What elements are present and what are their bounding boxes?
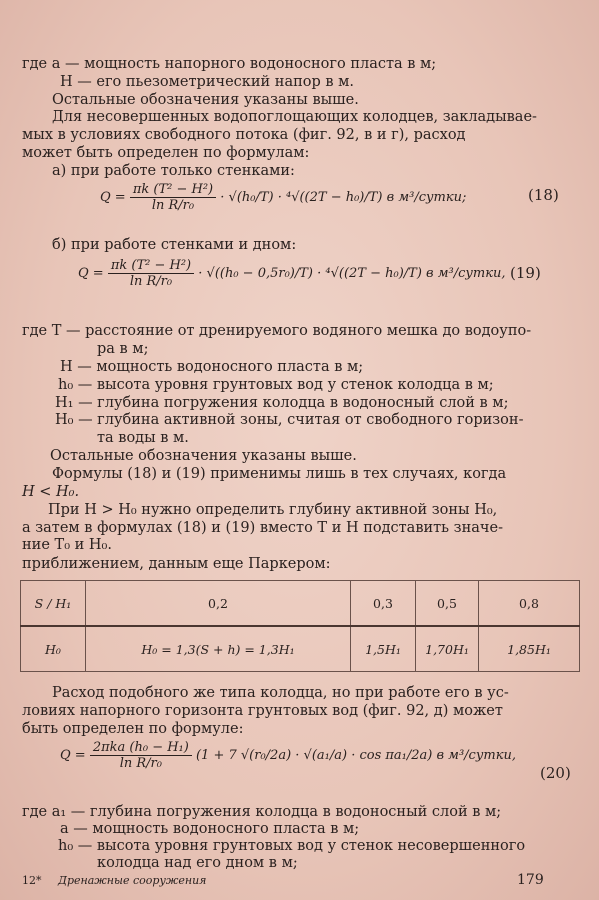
formula-number: (18): [528, 186, 559, 204]
text-line: может быть определен по формулам:: [22, 145, 310, 161]
text-line: Для несовершенных водопоглощающих колодцев, закладывае-: [52, 109, 537, 125]
text-line: быть определен по формуле:: [22, 721, 244, 737]
text-line: колодца над его дном в м;: [97, 855, 298, 871]
footer-mark: 12*: [22, 874, 42, 887]
formula-rest: · √((h₀ − 0,5r₀)/T) · ⁴√((2T − h₀)/T) в м³/сутки,: [198, 266, 506, 281]
formula-lhs: Q =: [100, 190, 126, 205]
formula-20: [60, 740, 516, 771]
text-line: H — его пьезометрический напор в м.: [60, 74, 355, 90]
formula-rest: (1 + 7 √(r₀/2a) · √(a₁/a) · cos πa₁/2a) в м³/сутки,: [195, 748, 516, 763]
text-line: H < H₀.: [22, 484, 80, 500]
formula-fraction: [130, 182, 216, 213]
formula-lhs: Q =: [78, 266, 104, 281]
text-line: ловиях напорного горизонта грунтовых вод (фиг. 92, д) может: [22, 703, 503, 719]
formula-rest: · √(h₀/T) · ⁴√((2T − h₀)/T) в м³/сутки;: [220, 190, 467, 205]
table-cell: 1,85H₁: [479, 626, 580, 672]
formula-denominator: ln R/r₀: [151, 198, 195, 213]
formula-lhs: Q =: [60, 748, 86, 763]
formula-numerator: 2πka (h₀ − H₁): [90, 740, 192, 756]
text-line: б) при работе стенками и дном:: [52, 237, 297, 253]
formula-number: (19): [510, 264, 541, 282]
text-line: ние T₀ и H₀.: [22, 537, 112, 553]
text-line: где a₁ — глубина погружения колодца в водоносный слой в м;: [22, 804, 502, 820]
text-line: ра в м;: [97, 341, 149, 357]
text-line: H₀ — глубина активной зоны, считая от свободного горизон-: [55, 412, 524, 428]
formula-number: (20): [540, 764, 571, 782]
table-cell: 0,2: [86, 581, 351, 627]
text-line: мых в условиях свободного потока (фиг. 92, в и г), расход: [22, 127, 466, 143]
text-line: Формулы (18) и (19) применимы лишь в тех случаях, когда: [52, 466, 507, 482]
formula-fraction: [108, 258, 194, 289]
formula-denominator: ln R/r₀: [119, 756, 162, 771]
table-row: [21, 626, 580, 672]
text-line: та воды в м.: [97, 430, 189, 446]
page-number: 179: [517, 872, 544, 888]
text-line: где T — расстояние от дренируемого водяного мешка до водоупо-: [22, 323, 532, 339]
formula-19: [78, 258, 506, 289]
table-cell: 0,5: [416, 581, 479, 627]
text-line: Остальные обозначения указаны выше.: [50, 448, 357, 464]
text-line: приближением, данным еще Паркером:: [22, 556, 331, 572]
table-cell: 0,3: [351, 581, 416, 627]
text-line: H₁ — глубина погружения колодца в водоносный слой в м;: [55, 395, 509, 411]
text-line: h₀ — высота уровня грунтовых вод у стенок колодца в м;: [58, 377, 494, 393]
text-line: При H > H₀ нужно определить глубину активной зоны H₀,: [48, 502, 498, 518]
table-cell: 1,5H₁: [351, 626, 416, 672]
table-cell: H₀: [21, 626, 86, 672]
formula-numerator: πk (T² − H²): [130, 182, 216, 198]
formula-numerator: πk (T² − H²): [108, 258, 194, 274]
footer-title: Дренажные сооружения: [58, 874, 207, 887]
text-line: а) при работе только стенками:: [52, 163, 295, 179]
text-line: а затем в формулах (18) и (19) вместо T и H подставить значе-: [22, 520, 503, 536]
table-row: [21, 581, 580, 627]
text-line: H — мощность водоносного пласта в м;: [60, 359, 364, 375]
formula-fraction: [90, 740, 192, 771]
text-line: где a — мощность напорного водоносного пласта в м;: [22, 56, 437, 72]
table-cell: 0,8: [479, 581, 580, 627]
table-cell: H₀ = 1,3(S + h) = 1,3H₁: [86, 626, 351, 672]
formula-denominator: ln R/r₀: [129, 274, 173, 289]
text-line: a — мощность водоносного пласта в м;: [60, 821, 360, 837]
text-line: Остальные обозначения указаны выше.: [52, 92, 359, 108]
text-line: Расход подобного же типа колодца, но при работе его в ус-: [52, 685, 509, 701]
table-cell: S / H₁: [21, 581, 86, 627]
text-line: h₀ — высота уровня грунтовых вод у стенок несовершенного: [58, 838, 526, 854]
table-cell: 1,70H₁: [416, 626, 479, 672]
formula-18: [100, 182, 466, 213]
parker-table: [20, 580, 580, 672]
